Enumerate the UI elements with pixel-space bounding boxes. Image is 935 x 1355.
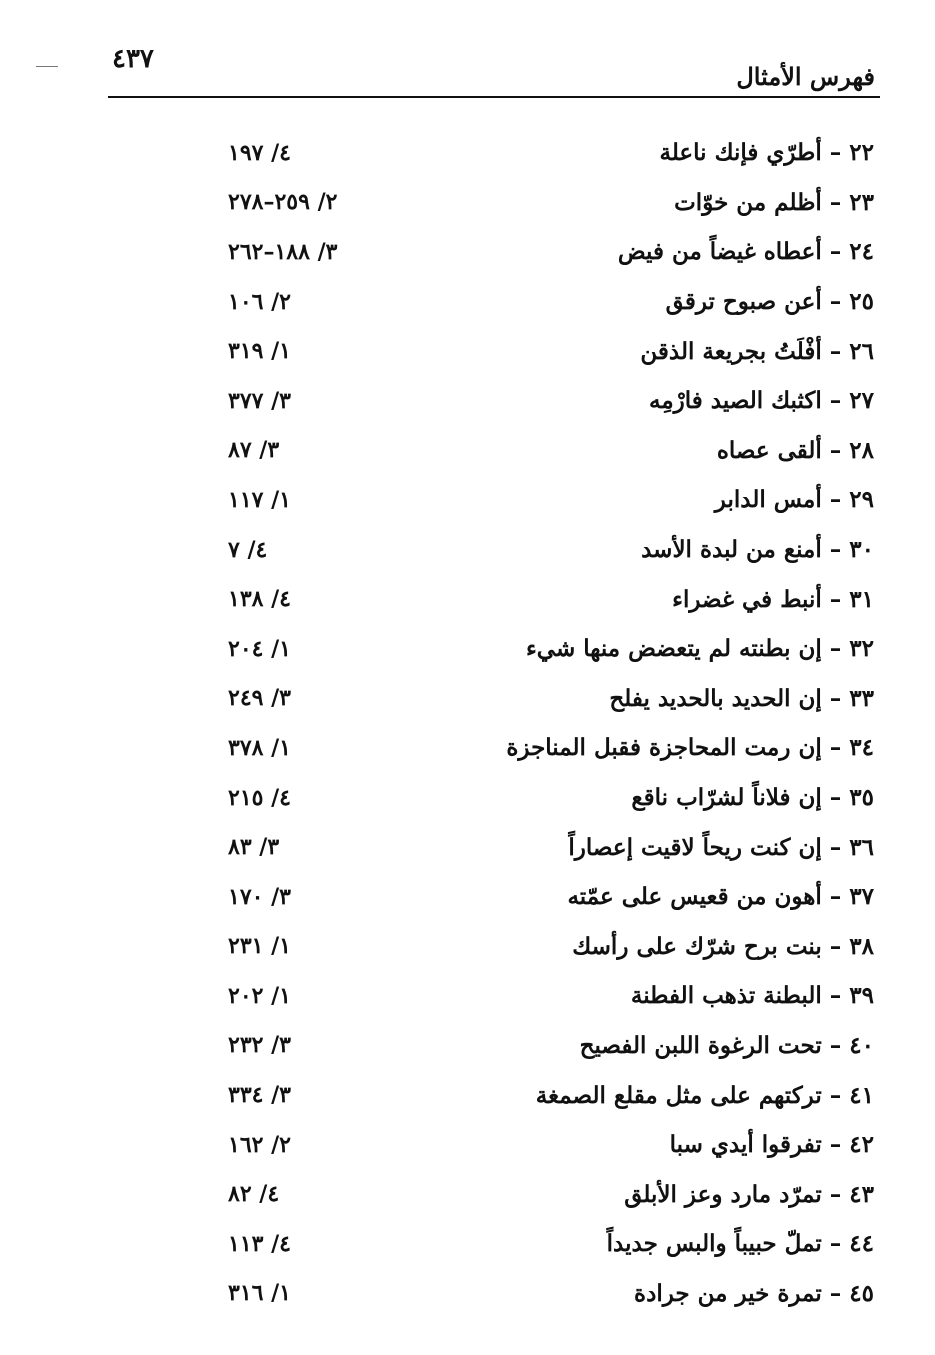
proverb-text: ٤٤ – تملّ حبيباً والبس جديداً [606, 1230, 874, 1258]
page-number: ٤٣٧ [112, 44, 154, 74]
volume-page-reference: ١/ ٣٧٨ [228, 734, 291, 761]
proverb-text: ٤١ – تركتهم على مثل مقلع الصمغة [535, 1081, 874, 1109]
proverb-text: ٣٨ – بنت برح شرّك على رأسك [572, 932, 874, 960]
proverb-text: ٣٥ – إن فلاناً لشرّاب ناقع [631, 784, 874, 812]
proverb-text: ٣٠ – أمنع من لبدة الأسد [641, 536, 874, 564]
index-entry [200, 674, 880, 724]
index-entry [200, 326, 880, 376]
index-entry [200, 376, 880, 426]
index-entry [200, 525, 880, 575]
volume-page-reference: ٣/ ١٨٨–٢٦٢ [228, 238, 338, 265]
index-entry [200, 1070, 880, 1120]
running-title: فهرس الأمثال [736, 62, 875, 91]
proverb-text: ٤٠ – تحت الرغوة اللبن الفصيح [579, 1031, 874, 1059]
volume-page-reference: ٣/ ٨٣ [228, 834, 280, 861]
proverb-text: ٢٣ – أظلم من خوّات [674, 188, 874, 216]
volume-page-reference: ٣/ ٢٣٢ [228, 1032, 291, 1059]
index-entry [200, 1120, 880, 1170]
index-entry [200, 227, 880, 277]
index-entry [200, 426, 880, 476]
index-entry [200, 723, 880, 773]
proverb-text: ٢٢ – أطرّي فإنك ناعلة [659, 139, 874, 167]
volume-page-reference: ٢/ ١٦٢ [228, 1131, 291, 1158]
header-rule [108, 96, 880, 98]
proverb-text: ٣٩ – البطنة تذهب الفطنة [630, 982, 874, 1010]
volume-page-reference: ٤/ ٨٢ [228, 1181, 280, 1208]
proverb-text: ٢٨ – ألقى عصاه [716, 436, 874, 464]
volume-page-reference: ١/ ٣١٦ [228, 1280, 291, 1307]
volume-page-reference: ١/ ٣١٩ [228, 338, 291, 365]
volume-page-reference: ٣/ ٣٣٤ [228, 1082, 291, 1109]
volume-page-reference: ٤/ ١١٣ [228, 1230, 291, 1257]
corner-mark [36, 66, 58, 67]
proverb-text: ٢٥ – أعن صبوح ترقق [665, 288, 874, 316]
volume-page-reference: ٤/ ٧ [228, 536, 268, 563]
proverb-text: ٤٣ – تمرّد مارد وعز الأبلق [624, 1180, 874, 1208]
index-entry [200, 872, 880, 922]
proverb-text: ٣٣ – إن الحديد بالحديد يفلح [609, 684, 874, 712]
proverb-text: ٣٢ – إن بطنته لم يتعضض منها شيء [525, 635, 874, 663]
index-entry [200, 574, 880, 624]
volume-page-reference: ٣/ ٨٧ [228, 437, 280, 464]
volume-page-reference: ٤/ ١٣٨ [228, 586, 291, 613]
index-entry [200, 1169, 880, 1219]
proverb-text: ٣٦ – إن كنت ريحاً لاقيت إعصاراً [568, 833, 874, 861]
volume-page-reference: ٣/ ٣٧٧ [228, 387, 291, 414]
proverb-text: ٢٧ – اكثبك الصيد فارْمِه [649, 387, 874, 415]
proverb-text: ٣٧ – أهون من قعيس على عمّته [567, 883, 874, 911]
volume-page-reference: ١/ ١١٧ [228, 486, 291, 513]
index-entry [200, 1021, 880, 1071]
index-entry [200, 773, 880, 823]
index-entry [200, 128, 880, 178]
volume-page-reference: ١/ ٢٠٤ [228, 635, 291, 662]
proverb-text: ٣٤ – إن رمت المحاجزة فقبل المناجزة [506, 734, 874, 762]
proverb-text: ٤٢ – تفرقوا أيدي سبا [669, 1131, 874, 1159]
proverb-index-list [200, 128, 880, 1318]
volume-page-reference: ٤/ ٢١٥ [228, 784, 291, 811]
proverb-text: ٢٦ – أفْلَتُ بجريعة الذقن [640, 337, 874, 365]
index-entry [200, 922, 880, 972]
proverb-text: ٢٤ – أعطاه غيضاً من فيض [617, 238, 874, 266]
index-entry [200, 1219, 880, 1269]
index-entry [200, 1269, 880, 1319]
volume-page-reference: ٣/ ٢٤٩ [228, 685, 291, 712]
proverb-text: ٢٩ – أمس الدابر [714, 486, 874, 514]
volume-page-reference: ١/ ٢٣١ [228, 933, 291, 960]
volume-page-reference: ١/ ٢٠٢ [228, 982, 291, 1009]
proverb-text: ٤٥ – تمرة خير من جرادة [634, 1279, 874, 1307]
index-entry [200, 822, 880, 872]
volume-page-reference: ٢/ ١٠٦ [228, 288, 291, 315]
index-entry [200, 277, 880, 327]
index-entry [200, 624, 880, 674]
index-entry [200, 178, 880, 228]
volume-page-reference: ٣/ ١٧٠ [228, 883, 291, 910]
index-entry [200, 475, 880, 525]
index-entry [200, 971, 880, 1021]
proverb-text: ٣١ – أنبط في غضراء [672, 585, 874, 613]
volume-page-reference: ٢/ ٢٥٩–٢٧٨ [228, 189, 338, 216]
volume-page-reference: ٤/ ١٩٧ [228, 139, 291, 166]
